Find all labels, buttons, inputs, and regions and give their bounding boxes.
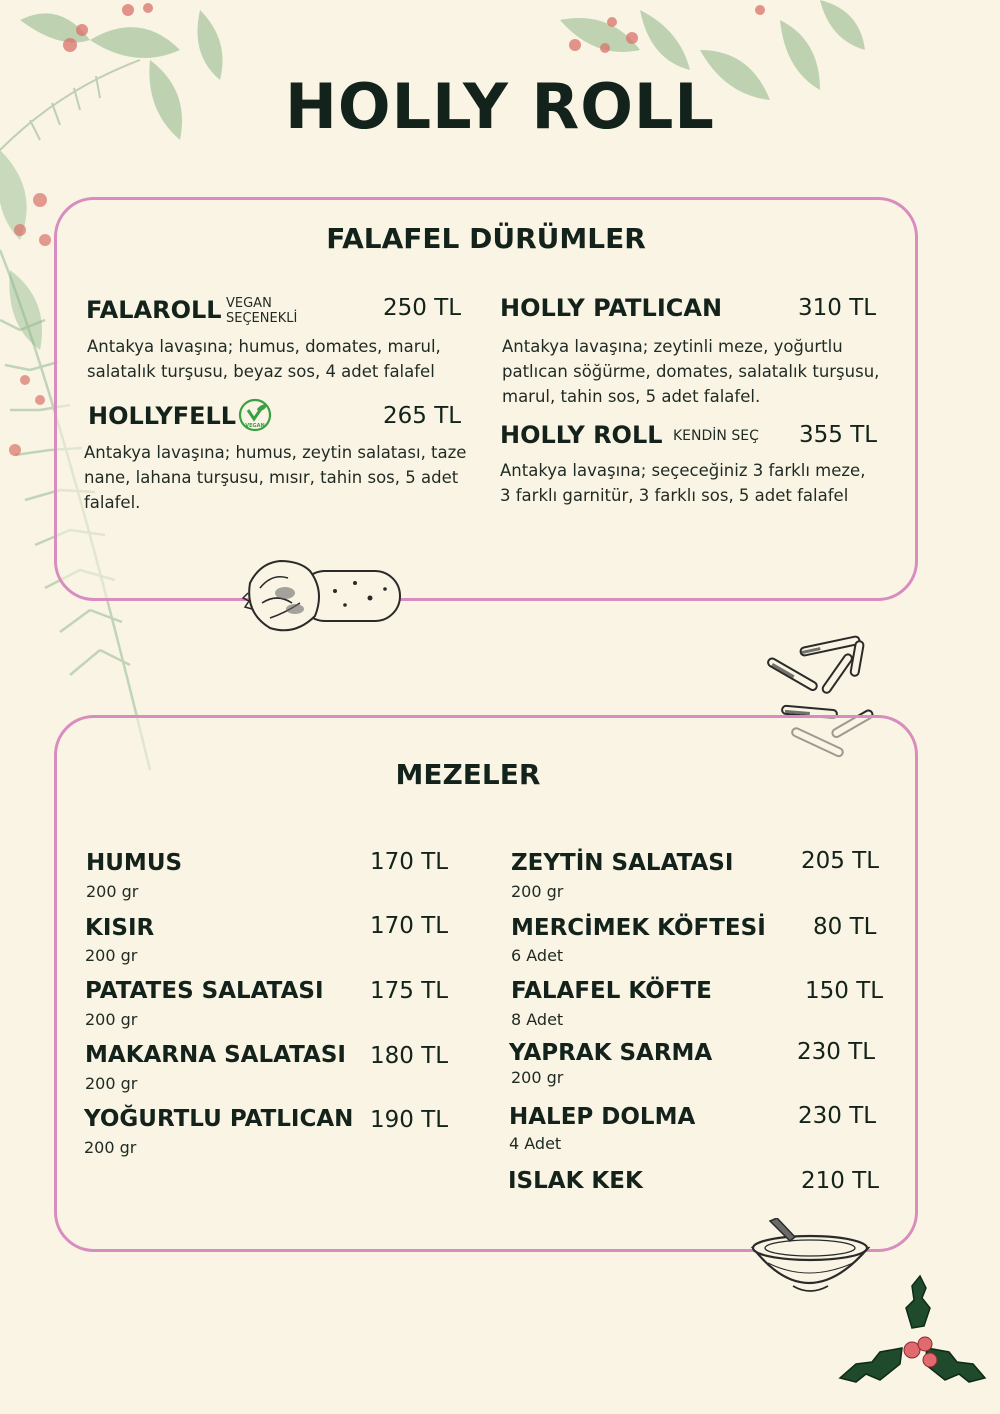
meze-price-patates-salatasi: 175 TL (370, 978, 449, 1004)
item-price-holly-roll: 355 TL (799, 422, 878, 448)
item-desc-hollyfell-2: nane, lahana turşusu, mısır, tahin sos, 5 adet (84, 468, 459, 487)
meze-price-halep-dolma: 230 TL (798, 1103, 877, 1129)
item-desc-falaroll-1: Antakya lavaşına; humus, domates, marul, (87, 337, 441, 356)
meze-sub-humus: 200 gr (86, 882, 139, 901)
meze-name-zeytin-salatasi: ZEYTİN SALATASI (511, 850, 734, 876)
item-price-hollyfell: 265 TL (383, 403, 462, 429)
item-tag-kendin-sec: KENDİN SEÇ (673, 428, 759, 444)
meze-name-yaprak-sarma: YAPRAK SARMA (509, 1040, 713, 1066)
meze-sub-zeytin-salatasi: 200 gr (511, 882, 564, 901)
meze-name-mercimek-koftesi: MERCİMEK KÖFTESİ (511, 915, 766, 941)
meze-price-kisir: 170 TL (370, 913, 449, 939)
item-tag-secenekli: SEÇENEKLİ (226, 311, 298, 326)
meze-price-yaprak-sarma: 230 TL (797, 1039, 876, 1065)
item-name-falaroll: FALAROLL (86, 296, 222, 324)
meze-sub-halep-dolma: 4 Adet (509, 1134, 562, 1153)
item-desc-hollyfell-3: falafel. (84, 493, 141, 512)
item-desc-holly-patlican-1: Antakya lavaşına; zeytinli meze, yoğurtlu (502, 337, 843, 356)
item-price-falaroll: 250 TL (383, 295, 462, 321)
meze-name-yogurtlu-patlican: YOĞURTLU PATLICAN (84, 1106, 354, 1132)
mezeler-section (54, 715, 918, 1252)
meze-name-patates-salatasi: PATATES SALATASI (85, 978, 324, 1004)
meze-sub-falafel-kofte: 8 Adet (511, 1010, 564, 1029)
meze-price-humus: 170 TL (370, 849, 449, 875)
item-tag-vegan: VEGAN (226, 296, 272, 311)
meze-sub-kisir: 200 gr (85, 946, 138, 965)
meze-price-falafel-kofte: 150 TL (805, 978, 884, 1004)
item-desc-falaroll-2: salatalık turşusu, beyaz sos, 4 adet falafel (87, 362, 435, 381)
meze-name-humus: HUMUS (86, 850, 183, 876)
meze-name-makarna-salatasi: MAKARNA SALATASI (85, 1042, 346, 1068)
meze-sub-patates-salatasi: 200 gr (85, 1010, 138, 1029)
falafel-durumler-section (54, 197, 918, 601)
item-name-holly-patlican: HOLLY PATLICAN (500, 294, 723, 322)
meze-name-falafel-kofte: FALAFEL KÖFTE (511, 978, 712, 1004)
restaurant-title: HOLLY ROLL (285, 70, 715, 143)
meze-price-yogurtlu-patlican: 190 TL (370, 1107, 449, 1133)
meze-price-islak-kek: 210 TL (801, 1168, 880, 1194)
meze-sub-yogurtlu-patlican: 200 gr (84, 1138, 137, 1157)
holly-sprig-decoration (832, 1268, 992, 1408)
item-desc-holly-patlican-3: marul, tahin sos, 5 adet falafel. (502, 387, 761, 406)
meze-sub-makarna-salatasi: 200 gr (85, 1074, 138, 1093)
meze-name-islak-kek: ISLAK KEK (508, 1168, 643, 1194)
meze-name-kisir: KISIR (85, 915, 155, 941)
meze-price-makarna-salatasi: 180 TL (370, 1043, 449, 1069)
meze-name-halep-dolma: HALEP DOLMA (509, 1104, 696, 1130)
item-name-hollyfell: HOLLYFELL (88, 402, 237, 430)
svg-text:VEGAN: VEGAN (245, 423, 265, 429)
section-title-durumler: FALAFEL DÜRÜMLER (326, 222, 646, 255)
item-desc-holly-roll-1: Antakya lavaşına; seçeceğiniz 3 farklı meze, (500, 461, 866, 480)
item-desc-holly-roll-2: 3 farklı garnitür, 3 farklı sos, 5 adet falafel (500, 486, 849, 505)
meze-price-mercimek-koftesi: 80 TL (813, 914, 877, 940)
item-desc-holly-patlican-2: patlıcan söğürme, domates, salatalık turşusu, (502, 362, 880, 381)
meze-sub-mercimek-koftesi: 6 Adet (511, 946, 564, 965)
section-title-mezeler: MEZELER (395, 758, 541, 791)
vegan-leaf-icon (238, 398, 272, 432)
meze-sub-yaprak-sarma: 200 gr (511, 1068, 564, 1087)
item-name-holly-roll: HOLLY ROLL (500, 421, 663, 449)
item-desc-hollyfell-1: Antakya lavaşına; humus, zeytin salatası, taze (84, 443, 467, 462)
meze-price-zeytin-salatasi: 205 TL (801, 848, 880, 874)
item-price-holly-patlican: 310 TL (798, 295, 877, 321)
durum-wrap-illustration (240, 553, 410, 638)
